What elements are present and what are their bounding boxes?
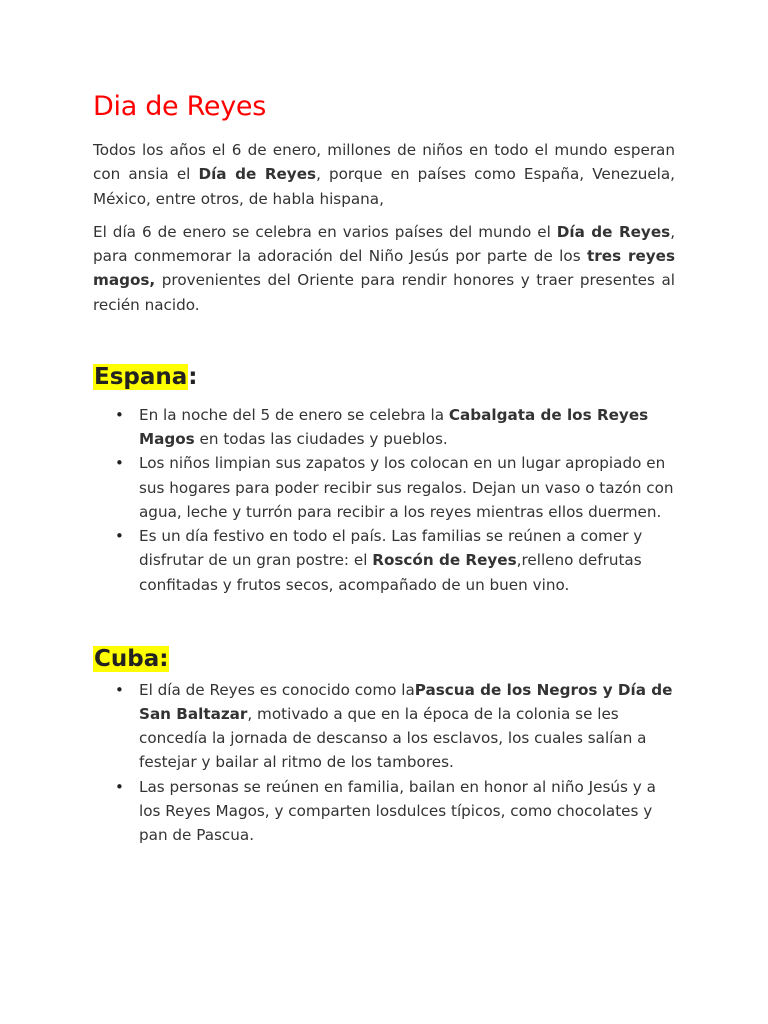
intro-paragraph-2 <box>93 220 675 317</box>
list-item <box>93 678 675 775</box>
espana-heading-colon: : <box>188 364 198 391</box>
list-item-text: Es un día festivo en todo el país. Las familias se reúnen a comer y disfrutar de un gran postre: el <box>139 527 643 570</box>
section-heading-espana <box>93 361 675 393</box>
list-item-text: El día de Reyes es conocido como la <box>139 680 415 699</box>
list-item-text: en todas las ciudades y pueblos. <box>194 430 448 449</box>
intro-1-text-a: Todos los años el 6 de enero, millones de niños en todo el mundo esperan con ansia el <box>93 141 675 184</box>
list-item-bold: Roscón de Reyes <box>372 551 517 570</box>
bullet-icon: • <box>115 527 124 546</box>
bullet-icon: • <box>115 454 124 473</box>
section-heading-cuba <box>93 643 675 675</box>
page-title: Dia de Reyes <box>93 91 266 122</box>
list-item <box>93 775 675 848</box>
intro-2-bold-dia-de-reyes: Día de Reyes <box>556 222 671 241</box>
bullet-icon: • <box>115 680 124 699</box>
intro-1-bold-dia-de-reyes: Día de Reyes <box>198 165 317 184</box>
cuba-heading-highlight: Cuba: <box>94 645 169 672</box>
list-item-text: En la noche del 5 de enero se celebra la <box>139 406 449 425</box>
intro-2-text-c: provenientes del Oriente para rendir honores y traer presentes al recién nacido. <box>93 271 675 314</box>
intro-2-text-a: El día 6 de enero se celebra en varios países del mundo el <box>93 222 557 241</box>
list-item-text: ,relleno defrutas confitadas y frutos secos, acompañado de un buen vino. <box>139 551 642 594</box>
list-item-bold: Pascua de los Negros y Día de San Baltazar <box>139 680 673 723</box>
intro-paragraph-1 <box>93 138 675 211</box>
espana-list <box>93 403 675 597</box>
intro-2-bold-tres-reyes: tres reyes magos, <box>93 247 675 290</box>
intro-2-text-b: , para conmemorar la adoración del Niño Jesús por parte de los <box>93 222 676 266</box>
document-page <box>93 88 675 847</box>
cuba-list <box>93 678 675 847</box>
list-item-text: Los niños limpian sus zapatos y los colocan en un lugar apropiado en sus hogares para poder recibir sus regalos. Dejan un vaso o tazón con agua, leche y turrón para recibir a los reyes mientras ellos duermen. <box>139 454 674 521</box>
list-item <box>93 524 675 597</box>
intro-1-text-b: , porque en países como España, Venezuela, México, entre otros, de habla hispana, <box>93 165 676 208</box>
list-item-text: Las personas se reúnen en familia, bailan en honor al niño Jesús y a los Reyes Magos, y comparten losdulces típicos, como chocolates y pan de Pascua. <box>139 777 656 844</box>
list-item-bold: Cabalgata de los Reyes Magos <box>139 406 649 449</box>
bullet-icon: • <box>115 777 124 796</box>
bullet-icon: • <box>115 406 124 425</box>
list-item <box>93 403 675 451</box>
list-item-text: , motivado a que en la época de la colonia se les concedía la jornada de descanso a los esclavos, los cuales salían a festejar y bailar al ritmo de los tambores. <box>139 704 647 772</box>
espana-heading-highlight: Espana <box>94 364 188 391</box>
list-item <box>93 451 675 524</box>
